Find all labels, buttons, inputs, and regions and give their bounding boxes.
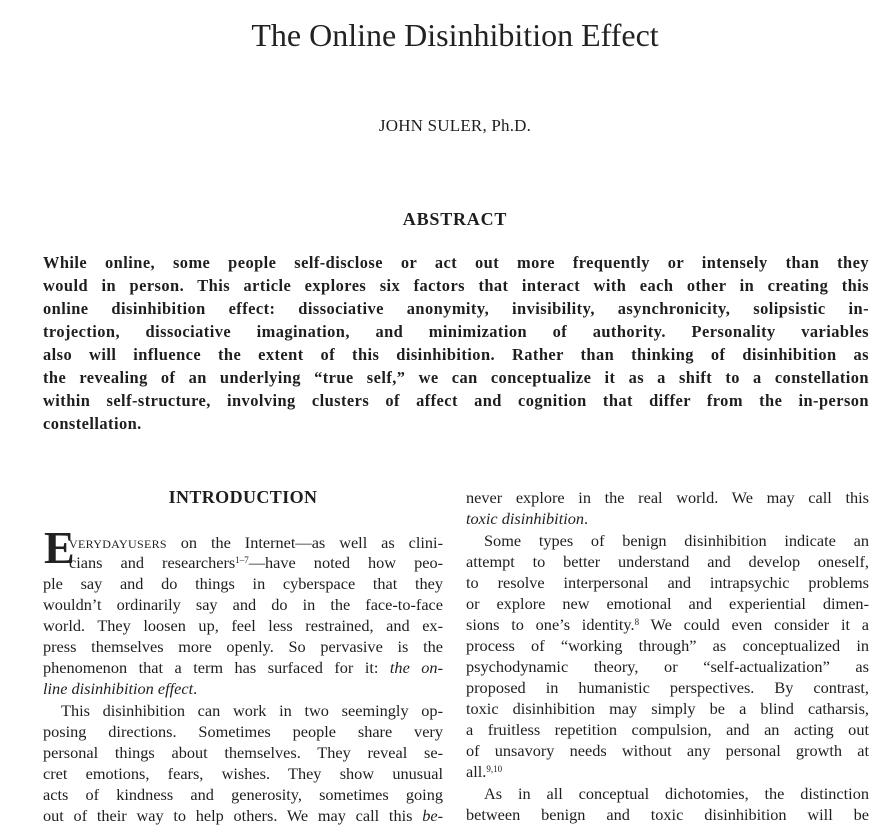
italic-term: the on- [389, 658, 443, 677]
body-line: process of “working through” as conceptualized in [466, 636, 869, 655]
body-text: out of their way to help others. We may call this [43, 806, 423, 825]
body-text: . [584, 509, 589, 528]
italic-term: line disinhibition effect [43, 679, 194, 698]
body-line [43, 805, 443, 827]
abstract-line: would in person. This article explores six factors that interact with each other in creating this [43, 276, 869, 295]
body-line: of unsavory needs without any personal growth at [466, 741, 869, 760]
body-line [43, 657, 443, 679]
body-line [466, 614, 869, 636]
body-line: ple say and do things in cyberspace that they [43, 574, 443, 593]
body-text: —have noted how peo- [248, 553, 444, 572]
body-line: personal things about themselves. They reveal se- [43, 743, 443, 762]
body-text: sions to one’s identity. [466, 615, 635, 634]
body-line: to resolve interpersonal and intrapsychic problems [466, 573, 869, 592]
abstract-line: online disinhibition effect: dissociative anonymity, invisibility, asynchronicity, solipsistic in- [43, 299, 869, 318]
body-line: world. They loosen up, feel less restrained, and ex- [43, 616, 443, 635]
citation: 9,10 [486, 764, 503, 774]
abstract-line: While online, some people self-disclose or act out more frequently or intensely than they [43, 253, 869, 272]
body-line: a fruitless repetition compulsion, and an acting out [466, 720, 869, 739]
citation: 8 [634, 617, 640, 627]
body-line: between benign and toxic disinhibition will be [466, 805, 869, 824]
body-line [43, 532, 443, 554]
body-text: all. [466, 762, 487, 781]
body-line [466, 761, 869, 783]
body-text: on the Internet—as well as clini- [166, 533, 443, 552]
paper-title: The Online Disinhibition Effect [251, 17, 659, 53]
body-line: or explore new emotional and experiential dimen- [466, 594, 869, 613]
body-line: acts of kindness and generosity, sometimes going [43, 785, 443, 804]
body-line: proposed in humanistic perspectives. By contrast, [466, 678, 869, 697]
body-line: toxic disinhibition may simply be a blind catharsis, [466, 699, 869, 718]
body-line: This disinhibition can work in two seemingly op- [61, 701, 443, 720]
italic-term: toxic disinhibition [466, 509, 585, 528]
drop-cap: E [44, 522, 75, 573]
body-text: phenomenon that a term has surfaced for it: [43, 658, 390, 677]
body-line: psychodynamic theory, or “self-actualization” as [466, 657, 869, 676]
abstract-line: constellation. [43, 414, 142, 433]
body-text: We could even consider it a [639, 615, 869, 634]
body-text: . [193, 679, 198, 698]
body-text: cians and researchers [69, 553, 236, 572]
body-line: Some types of benign disinhibition indicate an [484, 531, 869, 550]
abstract-line: trojection, dissociative imagination, and minimization of authority. Personality variables [43, 322, 869, 341]
body-line: attempt to better understand and develop oneself, [466, 552, 869, 571]
body-line: wouldn’t ordinarily say and do in the face-to-face [43, 595, 443, 614]
body-line: As in all conceptual dichotomies, the distinction [484, 784, 869, 803]
body-line [43, 678, 443, 700]
italic-term: be- [422, 806, 443, 825]
body-line: never explore in the real world. We may call this [466, 488, 869, 507]
abstract-line: within self-structure, involving clusters of affect and cognition that differ from the in-person [43, 391, 869, 410]
citation: 1–7 [235, 555, 249, 565]
body-line: press themselves more openly. So pervasive is the [43, 637, 443, 656]
small-caps-text: VERYDAYUSERS [69, 537, 167, 551]
author-name: JOHN SULER, Ph.D. [378, 116, 532, 135]
body-line [43, 552, 443, 574]
body-line [466, 508, 869, 530]
abstract-line: the revealing of an underlying “true self,” we can conceptualize it as a shift to a constellation [43, 368, 869, 387]
body-line: cret emotions, fears, wishes. They show unusual [43, 764, 443, 783]
introduction-heading: INTRODUCTION [168, 487, 318, 507]
abstract-heading: ABSTRACT [402, 209, 508, 229]
abstract-line: also will influence the extent of this disinhibition. Rather than thinking of disinhibition as [43, 345, 869, 364]
body-line: posing directions. Sometimes people share very [43, 722, 443, 741]
